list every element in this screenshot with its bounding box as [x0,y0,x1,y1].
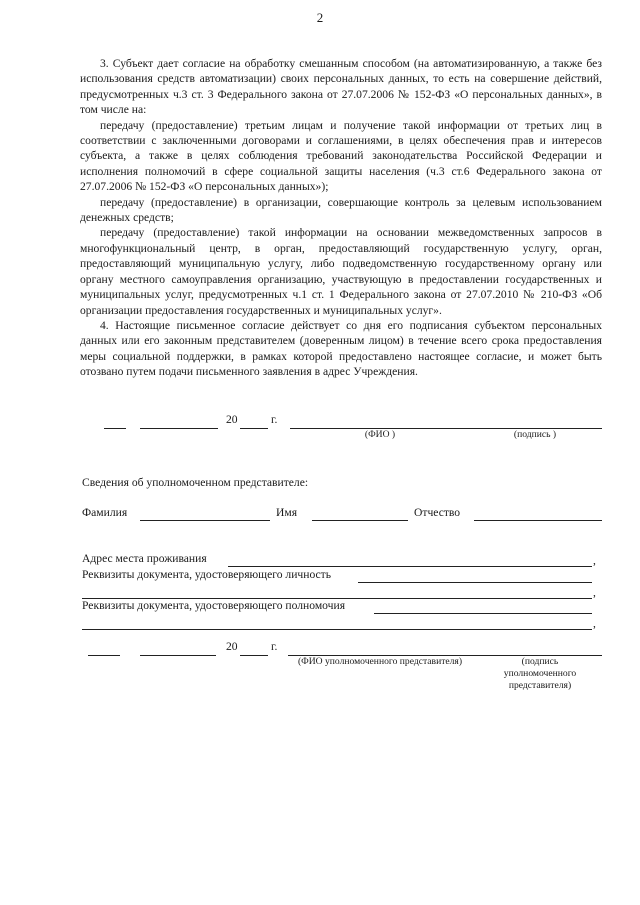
date-day-line-1[interactable] [104,428,126,429]
authority-doc-comma: , [593,617,596,630]
date-month-line-2[interactable] [140,655,216,656]
identity-doc-label: Реквизиты документа, удостоверяющего личность [82,568,332,581]
address-label: Адрес места проживания [82,552,207,565]
surname-label: Фамилия [82,506,128,519]
date-month-line-1[interactable] [140,428,218,429]
fio-caption-1: (ФИО ) [364,429,396,440]
patronymic-field[interactable] [474,520,602,521]
paragraph-4: 4. Настоящие письменное согласие действует со дня его подписания субъектом персональных данных или его законным представителем (доверенным лицом) в течение всего срока предоставления меры социальной поддержки, в рамках которой предоставлено настоящее согласие, и может быть отозвано путем подачи письменного заявления в адрес Учреждения. [80,318,602,379]
name-label: Имя [276,506,298,519]
identity-doc-comma: , [593,586,596,599]
date-day-line-2[interactable] [88,655,120,656]
consent-text [80,56,602,380]
paragraph-transfer-control-orgs: передачу (предоставление) в организации, совершающие контроль за целевым использованием денежных средств; [80,195,602,225]
paragraph-transfer-interagency: передачу (предоставление) такой информации на основании межведомственных запросов в многофункциональный центр, в орган, предоставляющий государственную услугу, орган, предоставляющий муниципальную услугу, либо подведомственную государственному органу или органу местного самоуправления организацию, участвующую в предоставлении государственных и муниципальных услуг, предусмотренных ч.1 ст. 1 Федерального закона от 27.07.2010 № 210-ФЗ «Об организации предоставления государственных и муниципальных услуг». [80,226,602,317]
address-field[interactable] [228,566,592,567]
authority-doc-label: Реквизиты документа, удостоверяющего полномочия [82,599,346,612]
signature-caption-1: (подпись ) [513,429,557,440]
authority-doc-field-2[interactable] [82,629,592,630]
year-prefix-2: 20 [226,640,238,653]
fio-caption-2: (ФИО уполномоченного представителя) [297,656,463,667]
authority-doc-field[interactable] [374,613,592,614]
name-field[interactable] [312,520,408,521]
paragraph-transfer-third-parties: передачу (предоставление) третьим лицам и получение такой информации от третьих лиц в соответствии с заключенными договорами и соглашениями, в целях обеспечения прав и интересов субъекта, а также в целях соблюдения требований законодательства Российской Федерации и исполнения полномочий в сфере социальной защиты населения (ч.3 ст.6 Федерального закона от 27.07.2006 № 152-ФЗ «О персональных данных»); [80,118,602,194]
patronymic-label: Отчество [414,506,461,519]
year-suffix-1: г. [271,413,278,426]
year-suffix-2: г. [271,640,278,653]
page-number: 2 [316,10,324,25]
year-prefix-1: 20 [226,413,238,426]
surname-field[interactable] [140,520,270,521]
address-comma: , [593,554,596,567]
year-line-1[interactable] [240,428,268,429]
representative-heading: Сведения об уполномоченном представителе: [82,476,309,489]
paragraph-3: 3. Субъект дает согласие на обработку смешанным способом (на автоматизированную, а также без использования средств автоматизации) своих персональных данных, то есть на совершение действий, предусмотренных ч.3 ст. 3 Федерального закона от 27.07.2006 № 152-ФЗ «О персональных данных», в том числе на: [80,57,602,117]
signature-caption-2: (подпись уполномоченного представителя) [503,656,577,691]
identity-doc-field[interactable] [358,582,592,583]
year-line-2[interactable] [240,655,268,656]
